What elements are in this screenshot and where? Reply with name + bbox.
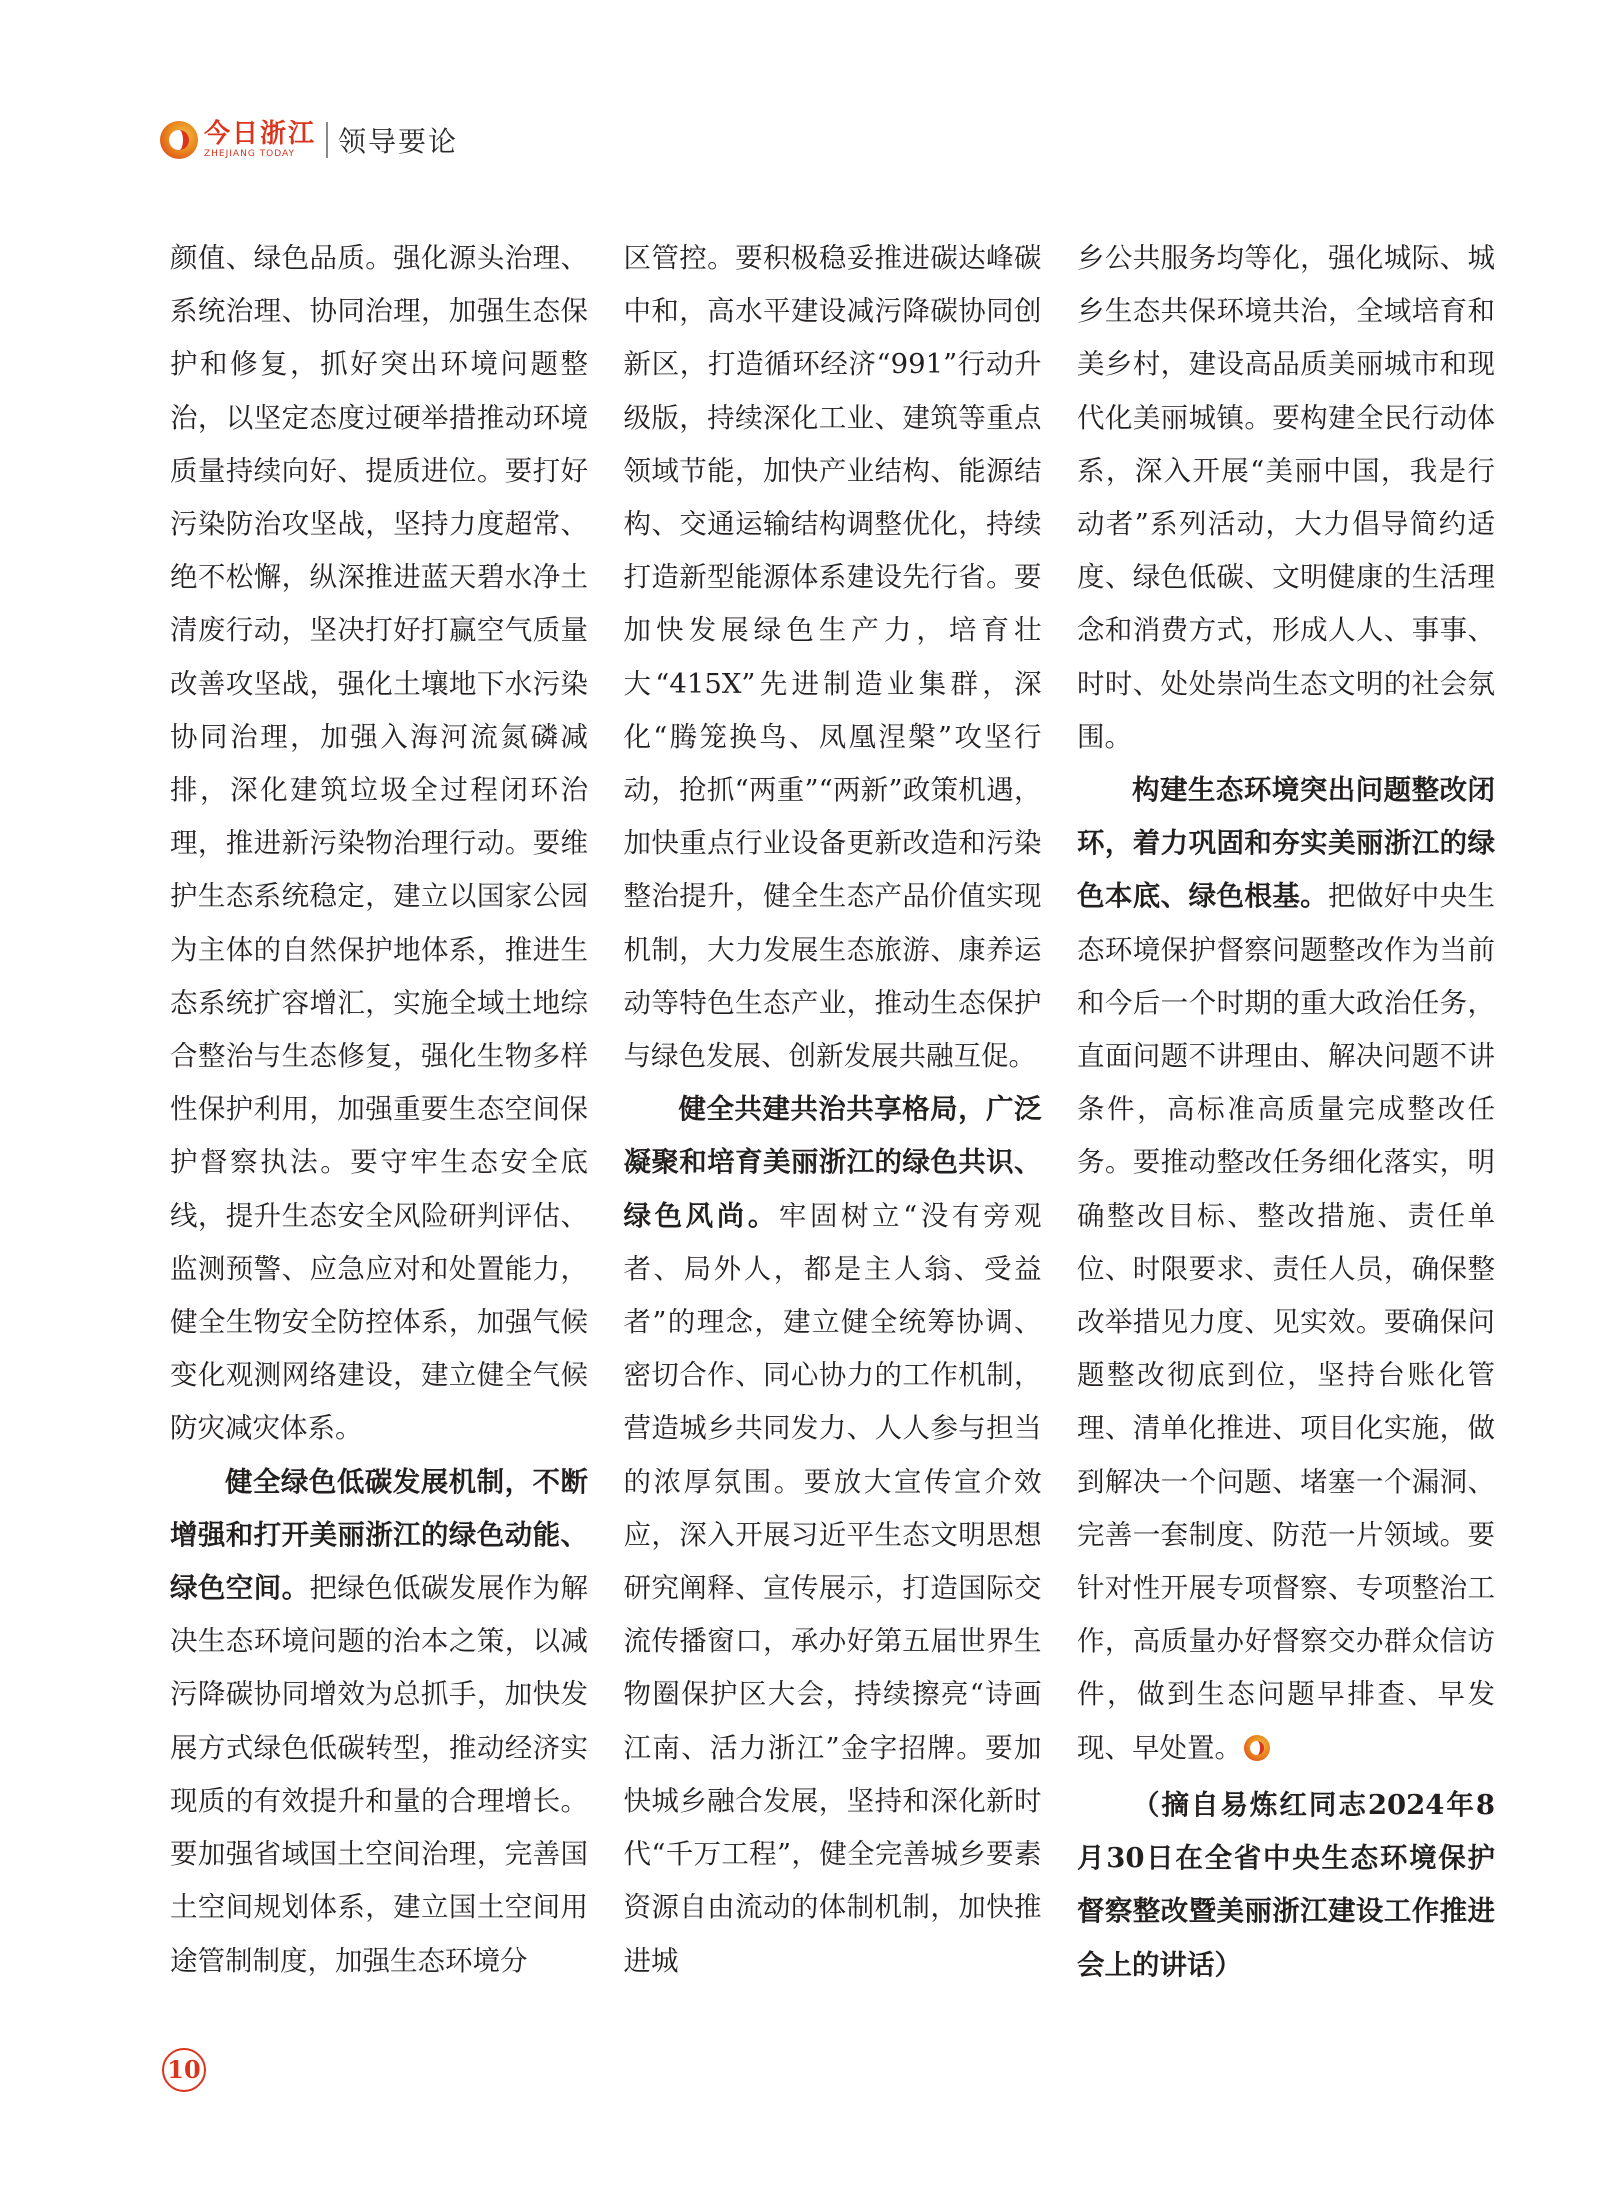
article-body	[170, 232, 1495, 1992]
magazine-logo-icon	[160, 121, 198, 159]
column-3	[1077, 232, 1495, 1992]
paragraph-lead: 健全共建共治共享格局，广泛凝聚和培育美丽浙江的绿色共识、绿色风尚。	[623, 1093, 1042, 1232]
paragraph	[624, 1083, 1042, 1987]
header-divider	[326, 122, 328, 158]
paragraph: 区管控。要积极稳妥推进碳达峰碳中和，高水平建设减污降碳协同创新区，打造循环经济“991”行动升级版，持续深化工业、建筑等重点领域节能，加快产业结构、能源结构、交通运输结构调整优化，持续打造新型能源体系建设先行省。要加快发展绿色生产力，培育壮大“415X”先进制造业集群，深化“腾笼换鸟、凤凰涅槃”攻坚行动，抢抓“两重”“两新”政策机遇，加快重点行业设备更新改造和污染整治提升，健全生态产品价值实现机制，大力发展生态旅游、康养运动等特色生态产业，推动生态保护与绿色发展、创新发展共融互促。	[623, 242, 1042, 1073]
page-number: 10	[162, 2048, 206, 2092]
paragraph-lead: 健全绿色低碳发展机制，不断增强和打开美丽浙江的绿色动能、绿色空间。	[170, 1465, 588, 1605]
magazine-logo	[204, 121, 316, 159]
column-2	[624, 232, 1042, 1992]
paragraph: 颜值、绿色品质。强化源头治理、系统治理、协同治理，加强生态保护和修复，抓好突出环境问题整治，以坚定态度过硬举措推动环境质量持续向好、提质进位。要打好污染防治攻坚战，坚持力度超常、绝不松懈，纵深推进蓝天碧水净土清废行动，坚决打好打赢空气质量改善攻坚战，强化土壤地下水污染协同治理，加强入海河流氮磷减排，深化建筑垃圾全过程闭环治理，推进新污染物治理行动。要维护生态系统稳定，建立以国家公园为主体的自然保护地体系，推进生态系统扩容增汇，实施全域土地综合整治与生态修复，强化生物多样性保护利用，加强重要生态空间保护督察执法。要守牢生态安全底线，提升生态安全风险研判评估、监测预警、应急应对和处置能力，健全生物安全防控体系，加强气候变化观测网络建设，建立健全气候防灾减灾体系。	[170, 242, 588, 1445]
paragraph: 乡公共服务均等化，强化城际、城乡生态共保环境共治，全域培育和美乡村，建设高品质美丽城市和现代化美丽城镇。要构建全民行动体系，深入开展“美丽中国，我是行动者”系列活动，大力倡导简约适度、绿色低碳、文明健康的生活理念和消费方式，形成人人、事事、时时、处处崇尚生态文明的社会氛围。	[1077, 242, 1495, 753]
paragraph-body: 把做好中央生态环境保护督察问题整改作为当前和今后一个时期的重大政治任务，直面问题不讲理由、解决问题不讲条件，高标准高质量完成整改任务。要推动整改任务细化落实，明确整改目标、整改措施、责任单位、时限要求、责任人员，确保整改举措见力度、见实效。要确保问题整改彻底到位，坚持台账化管理、清单化推进、项目化实施，做到解决一个问题、堵塞一个漏洞、完善一套制度、防范一片领域。要针对性开展专项督察、专项整治工作，高质量办好督察交办群众信访件，做到生态问题早排查、早发现、早处置。	[1077, 880, 1496, 1764]
paragraph	[170, 1456, 588, 1988]
end-of-article-icon	[1244, 1735, 1270, 1761]
paragraph-body: 牢固树立“没有旁观者、局外人，都是主人翁、受益者”的理念，建立健全统筹协调、密切合作、同心协力的工作机制，营造城乡共同发力、人人参与担当的浓厚氛围。要放大宣传宣介效应，深入开展习近平生态文明思想研究阐释、宣传展示，打造国际交流传播窗口，承办好第五届世界生物圈保护区大会，持续擦亮“诗画江南、活力浙江”金字招牌。要加快城乡融合发展，坚持和深化新时代“千万工程”，健全完善城乡要素资源自由流动的体制机制，加快推进城	[623, 1199, 1042, 1977]
column-1	[170, 232, 588, 1992]
paragraph-lead: 构建生态环境突出问题整改闭环，着力巩固和夯实美丽浙江的绿色本底、绿色根基。	[1077, 774, 1495, 913]
paragraph	[1077, 764, 1495, 1775]
section-name: 领导要论	[338, 125, 459, 158]
source-note: （摘自易炼红同志2024年8月30日在全省中央生态环境保护督察整改暨美丽浙江建设工作推进会上的讲话）	[1077, 1788, 1495, 1981]
page-header	[160, 116, 458, 164]
logo-title: 今日浙江	[204, 119, 317, 149]
paragraph-body: 把绿色低碳发展作为解决生态环境问题的治本之策，以减污降碳协同增效为总抓手，加快发展方式绿色低碳转型，推动经济实现质的有效提升和量的合理增长。要加强省域国土空间治理，完善国土空间规划体系，建立国土空间用途管制制度，加强生态环境分	[170, 1572, 589, 1977]
logo-subtitle: ZHEJIANG TODAY	[204, 149, 295, 159]
